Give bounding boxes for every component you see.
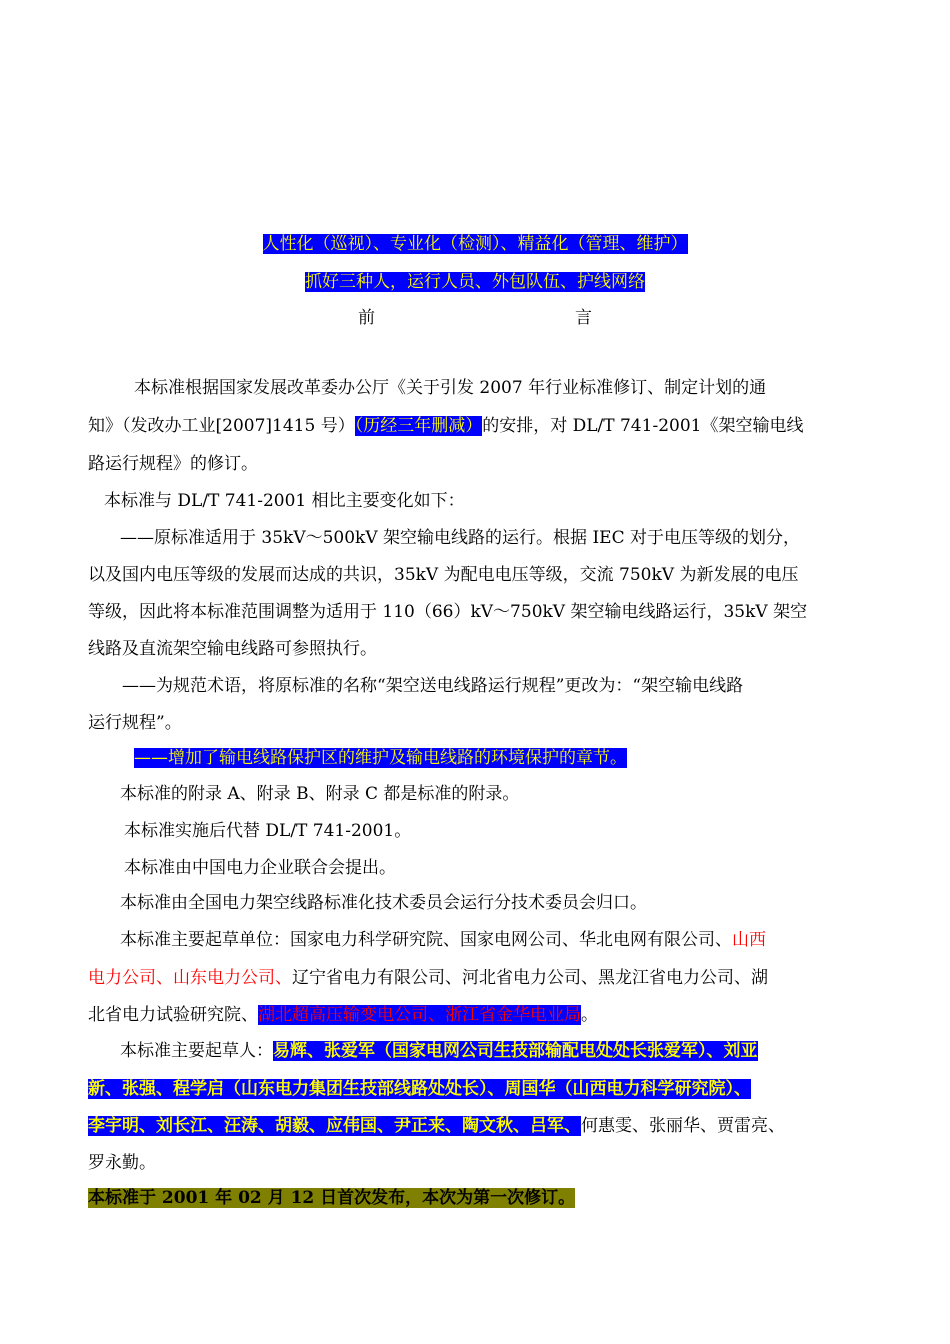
paragraph-10-text-b: 辽宁省电力有限公司、河北省电力公司、黑龙江省电力公司、湖 [292,968,768,988]
paragraph-1-line-a: 本标准根据国家发展改革委办公厅《关于引发 2007 年行业标准修订、制定计划的通 [134,378,767,398]
paragraph-3-line-d: 线路及直流架空输电线路可参照执行。 [88,639,377,659]
paragraph-10-line-b [88,966,768,990]
paragraph-1-text-b: 知》（发改办工业[2007]1415 号） [88,416,355,436]
paragraph-11-line-d: 罗永勤。 [88,1153,156,1173]
title-char-right: 言 [575,308,592,328]
paragraph-11-text-c: 何惠雯、张丽华、贾雷亮、 [581,1116,785,1136]
paragraph-3-line-b: 以及国内电压等级的发展而达成的共识，35kV 为配电电压等级，交流 750kV 为新发展的电压 [88,565,799,585]
page-title [0,306,950,330]
paragraph-9: 本标准由全国电力架空线路标准化技术委员会运行分技术委员会归口。 [120,893,647,913]
paragraph-7: 本标准实施后代替 DL/T 741-2001。 [124,821,412,841]
paragraph-1-line-b [88,414,803,438]
paragraph-10-line-a [120,928,766,952]
paragraph-11-highlight-a: 易辉、张爱军（国家电网公司生技部输配电处处长张爱军）、刘亚 [273,1041,758,1061]
paragraph-11-highlight-c: 李宇明、刘长江、汪涛、胡毅、应伟国、尹正来、陶文秋、吕军、 [88,1116,581,1136]
paragraph-12 [88,1186,575,1210]
paragraph-2: 本标准与 DL/T 741-2001 相比主要变化如下： [104,491,465,511]
paragraph-11-line-b [88,1077,751,1101]
paragraph-11-line-a [120,1039,758,1063]
paragraph-10-red-a: 山西 [732,930,766,950]
paragraph-6: 本标准的附录 A、附录 B、附录 C 都是标准的附录。 [120,784,520,804]
paragraph-5 [134,746,627,770]
paragraph-11-text-a: 本标准主要起草人： [120,1041,273,1061]
paragraph-10-line-c [88,1003,598,1027]
paragraph-8: 本标准由中国电力企业联合会提出。 [124,858,396,878]
paragraph-1-highlight: （历经三年删减） [354,416,483,436]
paragraph-1-text-b-tail: 的安排，对 DL/T 741-2001《架空输电线 [482,416,804,436]
paragraph-10-red-b: 电力公司、山东电力公司、 [88,968,292,988]
paragraph-11-line-c [88,1114,785,1138]
slogan-highlight-1: 人性化（巡视）、专业化（检测）、精益化（管理、维护） [262,234,688,254]
paragraph-10-text-c-tail: 。 [581,1005,598,1025]
title-char-left: 前 [358,308,375,328]
paragraph-10-text-a: 本标准主要起草单位：国家电力科学研究院、国家电网公司、华北电网有限公司、 [120,930,732,950]
slogan-line-2 [0,270,950,294]
slogan-line-1 [0,232,950,256]
paragraph-11-highlight-b: 新、张强、程学启（山东电力集团生技部线路处处长）、周国华（山西电力科学研究院）、 [88,1079,751,1099]
paragraph-10-text-c: 北省电力试验研究院、 [88,1005,258,1025]
paragraph-3-line-a: ——原标准适用于 35kV～500kV 架空输电线路的运行。根据 IEC 对于电压等级的划分， [120,528,800,548]
paragraph-10-highlight: 湖北超高压输变电公司、浙江省金华电业局 [258,1005,581,1025]
slogan-highlight-2: 抓好三种人，运行人员、外包队伍、护线网络 [305,272,645,292]
paragraph-4-line-a: ——为规范术语，将原标准的名称“架空送电线路运行规程”更改为：“架空输电线路 [122,676,744,696]
paragraph-3-line-c: 等级，因此将本标准范围调整为适用于 110（66）kV～750kV 架空输电线路运行，35kV 架空 [88,602,808,622]
paragraph-1-line-c: 路运行规程》的修订。 [88,454,258,474]
paragraph-5-highlight: ——增加了输电线路保护区的维护及输电线路的环境保护的章节。 [134,748,627,768]
paragraph-12-highlight: 本标准于 2001 年 02 月 12 日首次发布，本次为第一次修订。 [88,1188,576,1208]
paragraph-4-line-b: 运行规程”。 [88,713,182,733]
